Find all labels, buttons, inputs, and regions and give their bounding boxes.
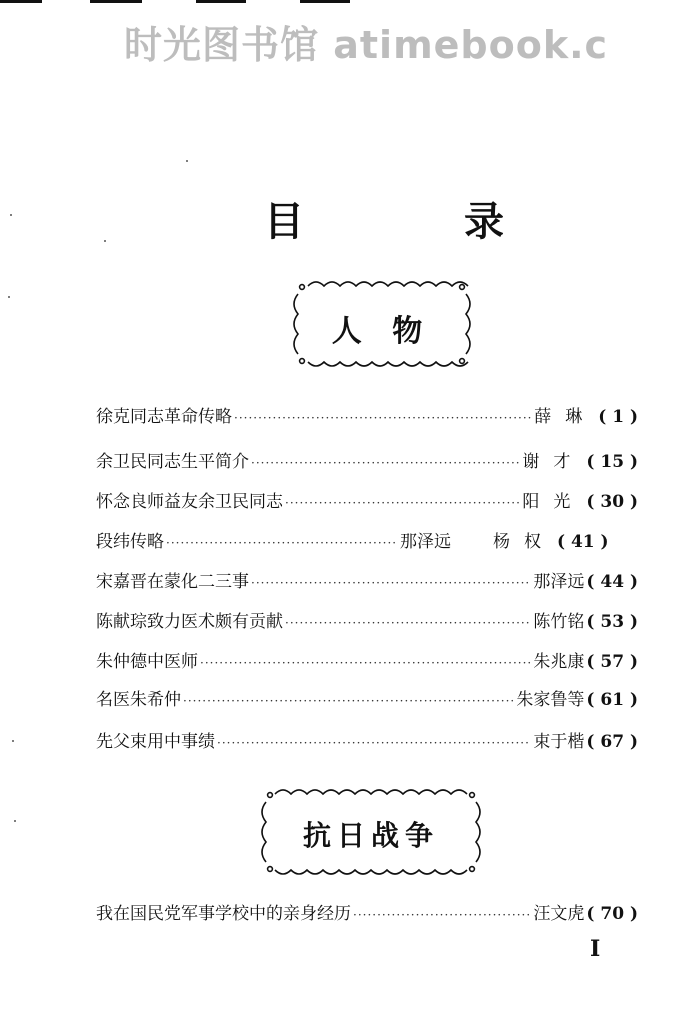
toc-entry[interactable] [96,685,638,713]
toc-entry[interactable] [96,567,638,595]
entry-page: ( 67 ) [586,732,638,752]
top-rule [90,0,142,3]
speck [12,740,14,742]
section-heading-frame [250,784,492,880]
entry-page: ( 41 ) [557,532,609,552]
dot-leader [353,908,531,922]
watermark: 时光图书馆 atimebook.c [124,23,609,67]
entry-author: 杨权 [493,532,555,552]
top-rule [300,0,350,3]
title-char-1: 目 [264,199,304,245]
section-heading: 抗日战争 [302,819,439,852]
dot-leader [251,456,520,470]
entry-author: 朱兆康 [533,652,585,672]
entry-page: ( 61 ) [586,690,638,710]
top-rule [0,0,42,3]
dot-leader [234,411,532,425]
speck [8,296,10,298]
entry-title: 余卫民同志生平简介 [96,452,249,472]
dot-leader [217,736,531,750]
entry-title: 名医朱希仲 [96,690,181,710]
section-heading: 人 物 [331,314,433,349]
page-number: I [590,936,601,962]
entry-page: ( 44 ) [586,572,638,592]
entry-page: ( 15 ) [586,452,638,472]
entry-title: 段纬传略 [96,532,164,552]
entry-author: 谢才 [522,452,585,472]
entry-author: 朱家鲁等 [516,690,585,710]
entry-author: 那泽远 [533,572,585,592]
entry-title: 陈献琮致力医术颇有贡献 [96,612,283,632]
toc-entry[interactable] [96,402,638,430]
entry-title: 我在国民党军事学校中的亲身经历 [96,904,351,924]
entry-page: ( 1 ) [598,407,638,427]
toc-entry[interactable] [96,607,638,635]
entry-title: 朱仲德中医师 [96,652,198,672]
entry-author: 汪文虎 [533,904,585,924]
entry-page: ( 57 ) [586,652,638,672]
toc-entry[interactable] [96,447,638,475]
entry-title: 怀念良师益友余卫民同志 [96,492,283,512]
dot-leader [200,656,531,670]
dot-leader [166,536,398,550]
entry-title: 宋嘉晋在蒙化二三事 [96,572,249,592]
toc-entry[interactable] [96,527,638,555]
entry-title: 先父束用中事绩 [96,732,215,752]
speck [14,820,16,822]
title-char-2: 录 [464,199,504,245]
toc-entry[interactable] [96,647,638,675]
section-heading-frame [282,276,482,372]
toc-entry[interactable] [96,727,638,755]
toc-entry[interactable] [96,487,638,515]
toc-entry[interactable] [96,899,638,927]
entry-title: 徐克同志革命传略 [96,407,232,427]
entry-page: ( 53 ) [586,612,638,632]
entry-author: 薛琳 [534,407,597,427]
dot-leader [251,576,531,590]
dot-leader [183,694,514,708]
entry-author: 阳光 [522,492,585,512]
entry-author: 束于楷 [533,732,585,752]
dot-leader [285,616,531,630]
entry-page: ( 70 ) [586,904,638,924]
dot-leader [285,496,520,510]
speck [186,160,188,162]
page-title [0,190,695,246]
entry-author: 陈竹铭 [533,612,585,632]
entry-coauthor: 那泽远 [400,532,451,552]
entry-page: ( 30 ) [586,492,638,512]
top-rule [196,0,246,3]
